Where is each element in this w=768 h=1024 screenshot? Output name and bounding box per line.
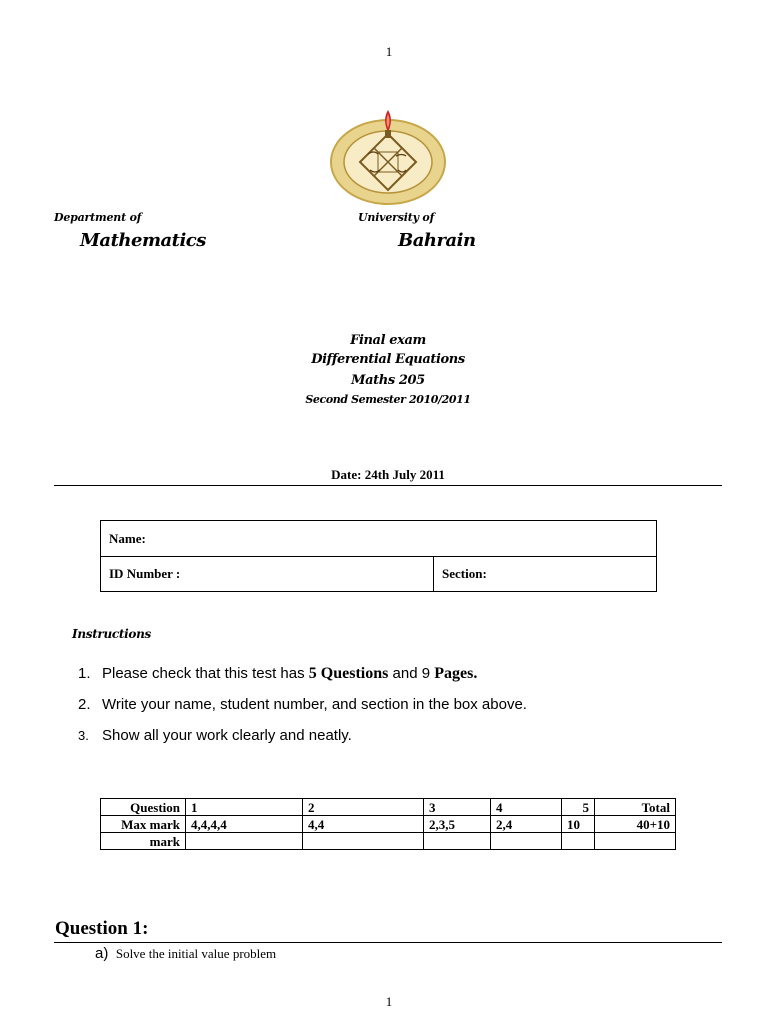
department-label: Department of (54, 211, 142, 224)
instructions-heading: Instructions (72, 627, 151, 641)
table-row (101, 833, 676, 850)
table-cell: Total (595, 799, 676, 816)
university-logo (328, 104, 448, 208)
table-cell: 5 (562, 799, 595, 816)
part-label: a) (95, 945, 109, 962)
exam-type: Final exam (350, 333, 426, 348)
instruction-text: Please check that this test has (102, 665, 309, 682)
table-cell[interactable] (595, 833, 676, 850)
table-cell: 2 (303, 799, 424, 816)
table-cell: 4 (491, 799, 562, 816)
exam-date: Date: 24th July 2011 (331, 467, 445, 482)
table-cell[interactable] (562, 833, 595, 850)
part-text: Solve the initial value problem (115, 946, 277, 961)
instruction-number: 2. (78, 696, 91, 713)
table-cell: 4,4,4,4 (186, 816, 303, 833)
table-cell: Max mark (101, 816, 186, 833)
instruction-text: and 9 (388, 665, 435, 682)
question-title: Question 1: (55, 918, 149, 939)
instruction-number: 3. (78, 728, 89, 743)
table-cell: 40+10 (595, 816, 676, 833)
instruction-item (78, 727, 352, 744)
course-title: Differential Equations (311, 352, 465, 367)
semester: Second Semester 2010/2011 (305, 393, 471, 406)
table-row (101, 799, 676, 816)
marks-table (100, 798, 676, 850)
table-cell: 2,4 (491, 816, 562, 833)
table-cell: 4,4 (303, 816, 424, 833)
question-part (95, 945, 276, 963)
table-cell[interactable] (491, 833, 562, 850)
page-number-top: 1 (385, 44, 393, 59)
table-cell[interactable] (186, 833, 303, 850)
table-cell: Question (101, 799, 186, 816)
divider (54, 485, 722, 486)
instruction-pages: Pages. (434, 665, 478, 682)
table-cell: 10 (562, 816, 595, 833)
department-name: Mathematics (80, 230, 206, 251)
university-label: University of (358, 211, 435, 224)
table-cell: mark (101, 833, 186, 850)
student-info-box (100, 520, 657, 592)
section-field[interactable]: Section: (434, 557, 657, 592)
table-cell[interactable] (424, 833, 491, 850)
instruction-text: Write your name, student number, and section in the box above. (102, 696, 527, 713)
table-cell: 2,3,5 (424, 816, 491, 833)
instruction-text: Show all your work clearly and neatly. (102, 727, 352, 744)
instruction-questions: 5 Questions (308, 665, 389, 682)
instruction-item (78, 696, 527, 713)
divider (54, 942, 722, 943)
university-name: Bahrain (398, 230, 476, 251)
id-number-field[interactable]: ID Number : (101, 557, 434, 592)
table-cell[interactable] (303, 833, 424, 850)
name-field[interactable]: Name: (101, 521, 657, 557)
course-code: Maths 205 (351, 373, 425, 388)
page-number-bottom: 1 (385, 994, 393, 1009)
table-row (101, 816, 676, 833)
instruction-number: 1. (78, 665, 91, 682)
instruction-item (78, 665, 477, 683)
table-cell: 3 (424, 799, 491, 816)
table-cell: 1 (186, 799, 303, 816)
